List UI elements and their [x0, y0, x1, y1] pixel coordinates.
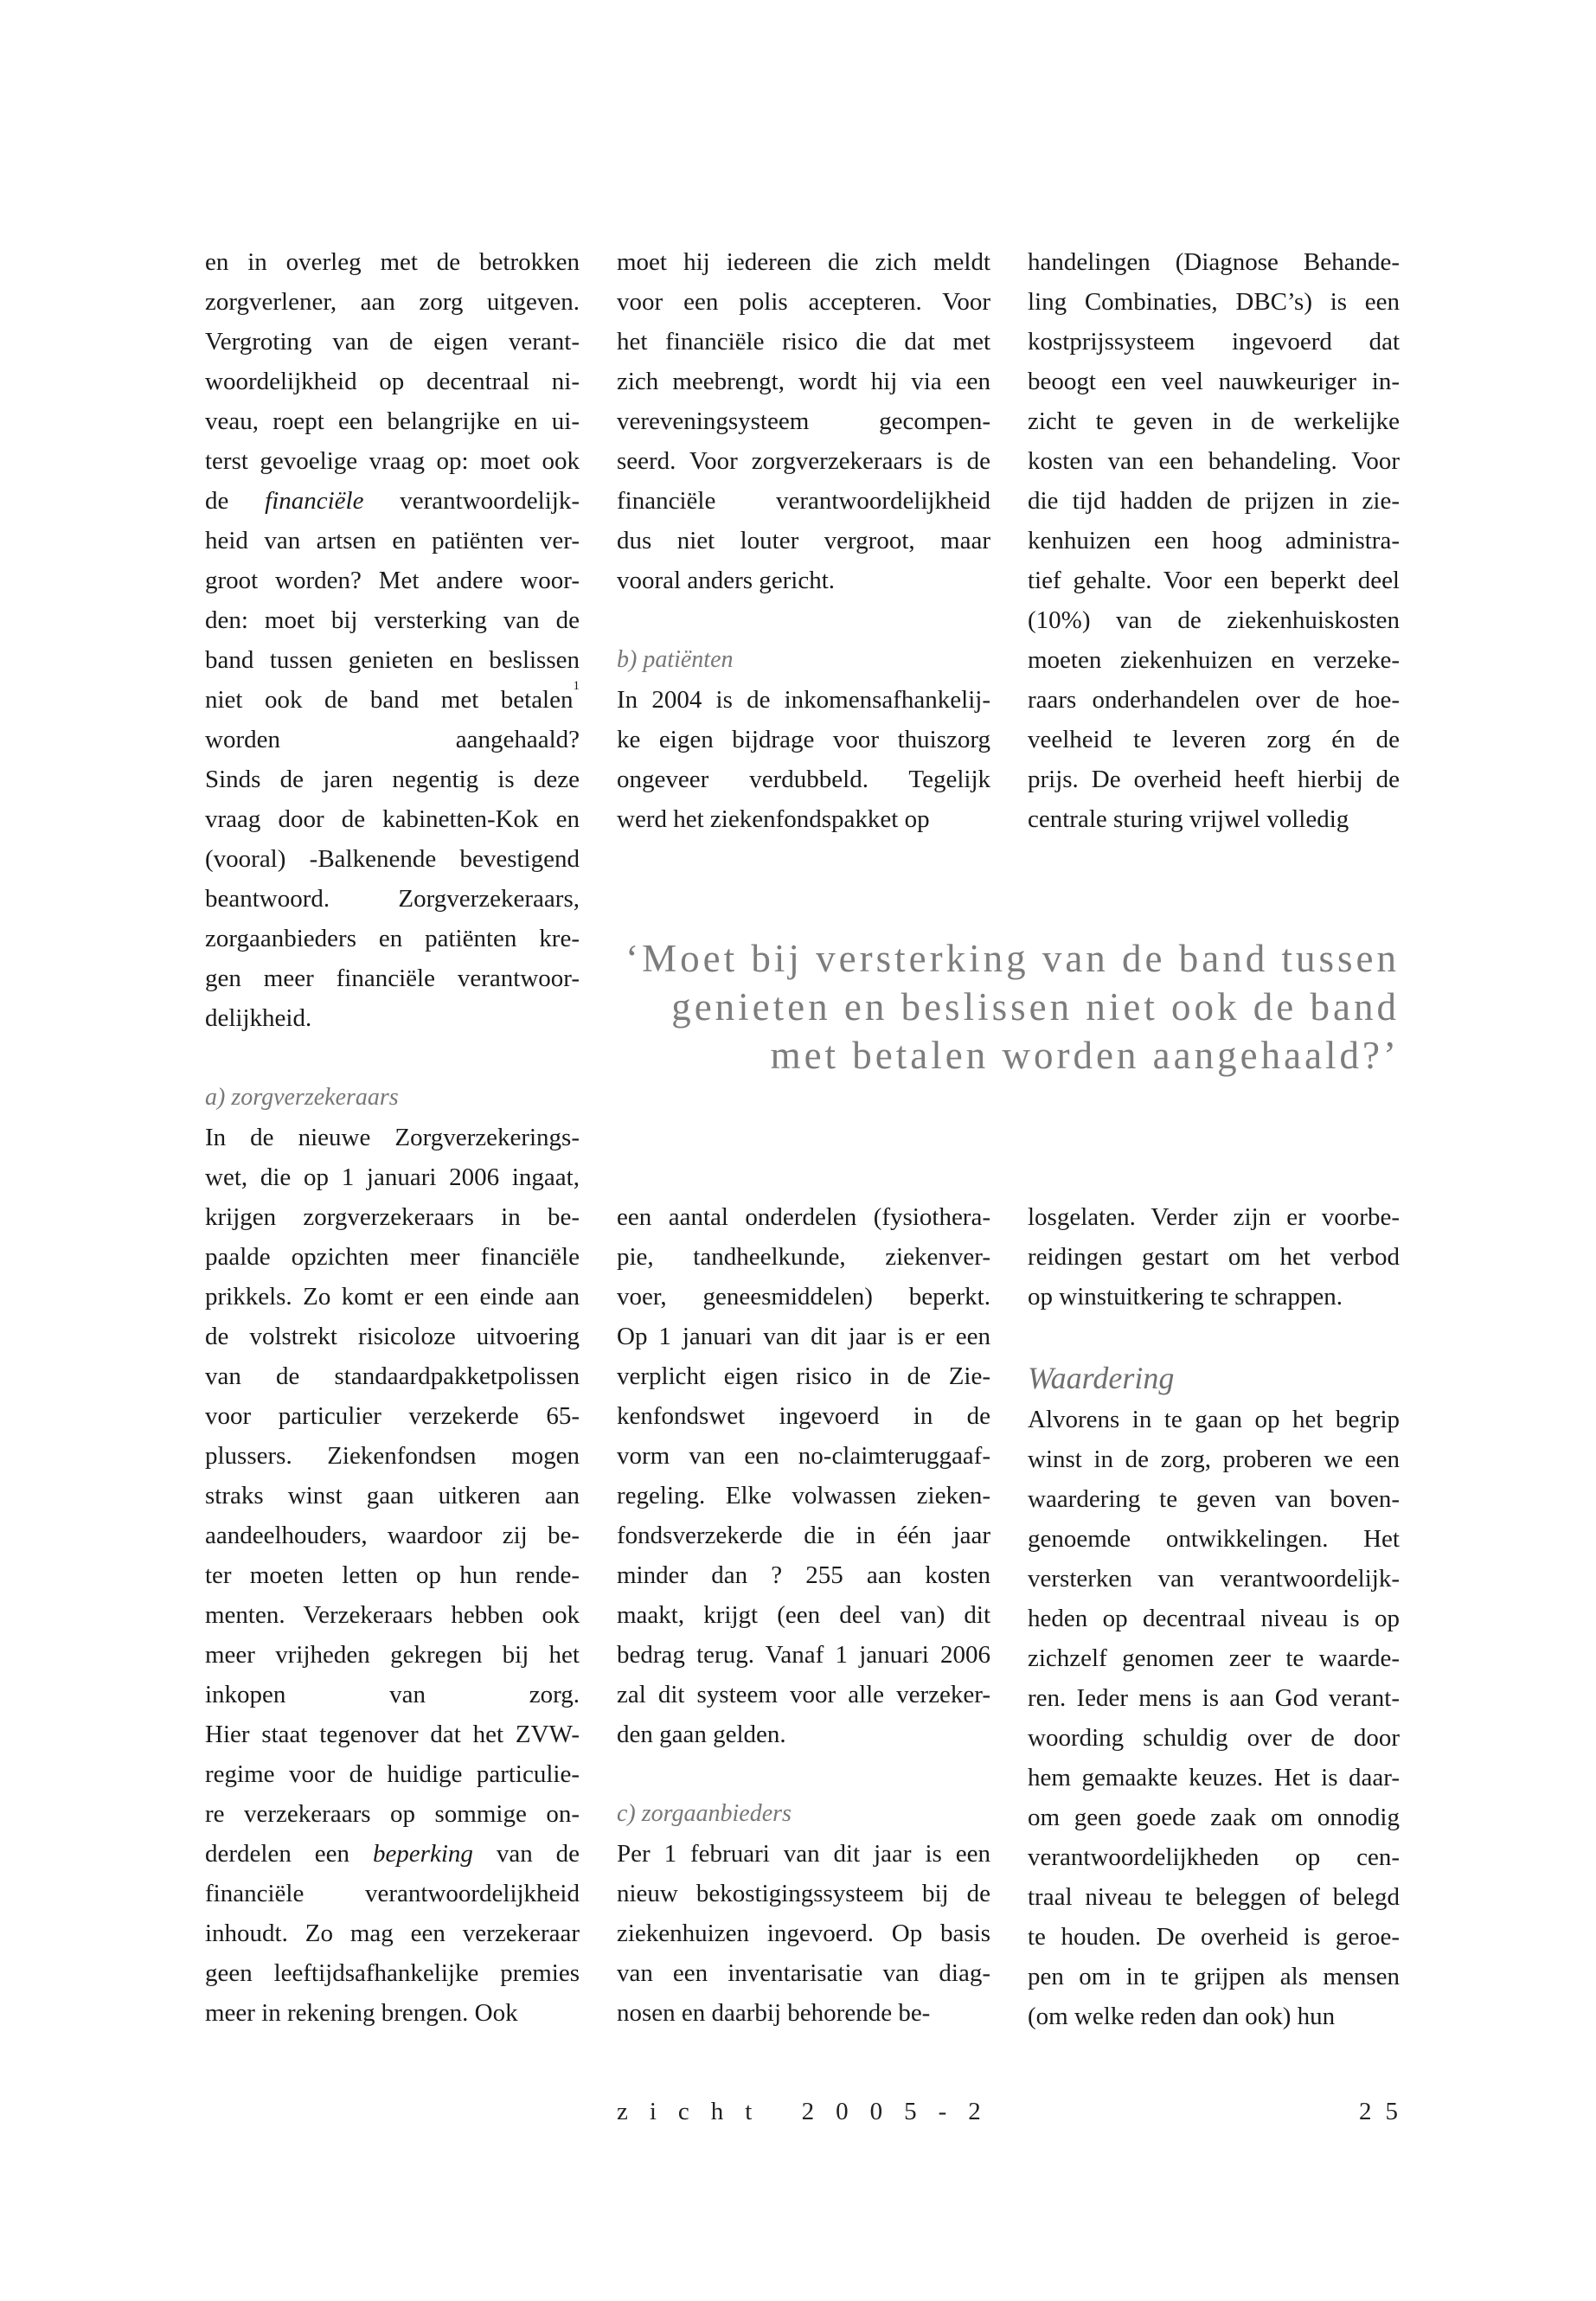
text-line: waardering te geven van boven-: [1028, 1485, 1400, 1513]
article-column-2-top: [617, 242, 990, 839]
text-line: de volstrekt risicoloze uitvoering: [205, 1323, 580, 1350]
text-line: beantwoord. Zorgverzekeraars,: [205, 885, 580, 913]
text-fragment: niet ook de band met betalen: [205, 686, 574, 714]
text-line: ter moeten letten op hun rende-: [205, 1561, 580, 1589]
text-line: zorgverlener, aan zorg uitgeven.: [205, 288, 580, 316]
text-line: te houden. De overheid is geroe-: [1028, 1923, 1400, 1951]
text-line: kenhuizen een hoog administra-: [1028, 527, 1400, 554]
text-line: zal dit systeem voor alle verzeker-: [617, 1681, 990, 1708]
text-line: winst in de zorg, proberen we een: [1028, 1445, 1400, 1473]
text-line: nieuw bekostigingssysteem bij de: [617, 1880, 990, 1907]
text-line: beoogt een veel nauwkeuriger in-: [1028, 368, 1400, 395]
text-line: vooral anders gericht.: [617, 567, 836, 594]
text-line: ling Combinaties, DBC’s) is een: [1028, 288, 1400, 316]
text-line: op winstuitkering te schrappen.: [1028, 1283, 1343, 1311]
text-line: (vooral) -Balkenende bevestigend: [205, 845, 580, 873]
text-line: handelingen (Diagnose Behande-: [1028, 248, 1400, 276]
text-line: kostprijssysteem ingevoerd dat: [1028, 328, 1400, 356]
pull-quote: [616, 934, 1400, 1080]
text-line: veau, roept een belangrijke en ui-: [205, 407, 580, 435]
text-line: aandeelhouders, waardoor zij be-: [205, 1522, 580, 1549]
text-line: zich meebrengt, wordt hij via een: [617, 368, 990, 395]
text-line: In 2004 is de inkomensafhankelij-: [617, 686, 990, 714]
text-line: terst gevoelige vraag op: moet ook: [205, 447, 580, 475]
text-line: verplicht eigen risico in de Zie-: [617, 1362, 990, 1390]
pull-quote-line: ‘Moet bij versterking van de band tussen: [625, 937, 1400, 980]
text-line: ziekenhuizen ingevoerd. Op basis: [617, 1920, 990, 1947]
text-line: ke eigen bijdrage voor thuiszorg: [617, 726, 990, 753]
text-line: kenfondswet ingevoerd in de: [617, 1402, 990, 1430]
text-line: [205, 1834, 580, 1874]
text-line: pie, tandheelkunde, ziekenver-: [617, 1243, 990, 1271]
text-line: heid van artsen en patiënten ver-: [205, 527, 580, 554]
text-line: [205, 680, 580, 720]
text-fragment: de: [205, 487, 266, 515]
text-line: moet hij iedereen die zich meldt: [617, 248, 990, 276]
text-line: inhoudt. Zo mag een verzekeraar: [205, 1920, 580, 1947]
text-line: den: moet bij versterking van de: [205, 606, 580, 634]
text-line: Per 1 februari van dit jaar is een: [617, 1840, 990, 1868]
text-line: Vergroting van de eigen verant-: [205, 328, 580, 356]
text-line: meer in rekening brengen. Ook: [205, 1999, 518, 2027]
text-line: pen om in te grijpen als mensen: [1028, 1963, 1400, 1990]
text-line: raars onderhandelen over de hoe-: [1028, 686, 1400, 714]
text-line: wet, die op 1 januari 2006 ingaat,: [205, 1163, 580, 1191]
text-line: prikkels. Zo komt er een einde aan: [205, 1283, 580, 1311]
text-line: Sinds de jaren negentig is deze: [205, 766, 580, 793]
pull-quote-line: genieten en beslissen niet ook de band: [671, 985, 1400, 1029]
text-line: paalde opzichten meer financiële: [205, 1243, 580, 1271]
article-column-3-top: [1028, 242, 1400, 839]
text-line: menten. Verzekeraars hebben ook: [205, 1601, 580, 1629]
text-line: ongeveer verdubbeld. Tegelijk: [617, 766, 990, 793]
subheading: a) zorgverzekeraars: [205, 1084, 399, 1111]
text-line: prijs. De overheid heeft hierbij de: [1028, 766, 1400, 793]
text-line: straks winst gaan uitkeren aan: [205, 1482, 580, 1509]
text-line: maakt, krijgt (een deel van) dit: [617, 1601, 990, 1629]
text-line: om geen goede zaak om onnodig: [1028, 1804, 1400, 1831]
text-line: Alvorens in te gaan op het begrip: [1028, 1406, 1400, 1433]
article-column-3-bottom: [1028, 1197, 1400, 2036]
subheading: b) patiënten: [617, 646, 734, 673]
pull-quote-line: met betalen worden aangehaald?’: [770, 1034, 1400, 1077]
text-line: kosten van een behandeling. Voor: [1028, 447, 1400, 475]
text-line: zicht te geven in de werkelijke: [1028, 407, 1400, 435]
text-line: Hier staat tegenover dat het ZVW-: [205, 1721, 580, 1748]
section-heading: Waardering: [1028, 1361, 1175, 1395]
text-line: fondsverzekerde die in één jaar: [617, 1522, 990, 1549]
text-line: reidingen gestart om het verbod: [1028, 1243, 1400, 1271]
text-line: [205, 481, 580, 521]
text-line: genoemde ontwikkelingen. Het: [1028, 1525, 1400, 1553]
text-line: zichzelf genomen zeer te waarde-: [1028, 1644, 1400, 1672]
text-line: meer vrijheden gekregen bij het: [205, 1641, 580, 1669]
emphasis-text: beperking: [372, 1840, 473, 1868]
paragraph-gap: [1028, 1317, 1400, 1356]
text-line: regeling. Elke volwassen zieken-: [617, 1482, 990, 1509]
paragraph-gap: [205, 1038, 580, 1078]
text-line: In de nieuwe Zorgverzekerings-: [205, 1124, 580, 1151]
text-line: van de standaardpakketpolissen: [205, 1362, 580, 1390]
text-line: versterken van verantwoordelijk-: [1028, 1565, 1400, 1593]
text-line: worden aangehaald?: [205, 726, 580, 753]
text-line: nosen en daarbij behorende be-: [617, 1999, 931, 2027]
text-line: en in overleg met de betrokken: [205, 248, 580, 276]
text-line: centrale sturing vrijwel volledig: [1028, 805, 1349, 833]
subheading: c) zorgaanbieders: [617, 1800, 792, 1827]
text-line: die tijd hadden de prijzen in zie-: [1028, 487, 1400, 515]
text-line: veelheid te leveren zorg én de: [1028, 726, 1400, 753]
text-fragment: derdelen een: [205, 1840, 373, 1868]
text-line: werd het ziekenfondspakket op: [617, 805, 930, 833]
text-line: hem gemaakte keuzes. Het is daar-: [1028, 1764, 1400, 1791]
paragraph-gap: [617, 1754, 990, 1794]
text-line: het financiële risico die dat met: [617, 328, 990, 356]
text-line: groot worden? Met andere woor-: [205, 567, 580, 594]
article-column-1: [205, 242, 580, 2033]
text-line: tief gehalte. Voor een beperkt deel: [1028, 567, 1400, 594]
text-line: delijkheid.: [205, 1004, 312, 1032]
text-line: inkopen van zorg.: [205, 1681, 580, 1708]
footnote-ref: 1: [573, 679, 580, 694]
text-line: losgelaten. Verder zijn er voorbe-: [1028, 1203, 1400, 1231]
text-line: den gaan gelden.: [617, 1721, 786, 1748]
text-line: bedrag terug. Vanaf 1 januari 2006: [617, 1641, 990, 1669]
text-line: voor particulier verzekerde 65-: [205, 1402, 580, 1430]
text-line: minder dan ? 255 aan kosten: [617, 1561, 990, 1589]
text-line: ren. Ieder mens is aan God verant-: [1028, 1684, 1400, 1712]
text-line: regime voor de huidige particulie-: [205, 1760, 580, 1788]
text-fragment: verantwoordelijk-: [363, 487, 580, 515]
text-line: woordelijkheid op decentraal ni-: [205, 368, 580, 395]
text-line: re verzekeraars op sommige on-: [205, 1800, 580, 1828]
text-line: financiële verantwoordelijkheid: [205, 1880, 580, 1907]
text-line: vereveningsysteem gecompen-: [617, 407, 990, 435]
text-line: van een inventarisatie van diag-: [617, 1959, 990, 1987]
text-line: financiële verantwoordelijkheid: [617, 487, 990, 515]
page-footer: [0, 2098, 1596, 2132]
text-line: heden op decentraal niveau is op: [1028, 1605, 1400, 1632]
text-line: (om welke reden dan ook) hun: [1028, 2003, 1336, 2030]
text-line: geen leeftijdsafhankelijke premies: [205, 1959, 580, 1987]
text-line: gen meer financiële verantwoor-: [205, 965, 580, 992]
article-column-2-bottom: [617, 1197, 990, 2033]
emphasis-text: financiële: [265, 487, 364, 515]
text-line: een aantal onderdelen (fysiothera-: [617, 1203, 990, 1231]
journal-issue: zicht 2005-2: [617, 2098, 1003, 2125]
text-line: voor een polis accepteren. Voor: [617, 288, 990, 316]
text-line: vraag door de kabinetten-Kok en: [205, 805, 580, 833]
text-line: zorgaanbieders en patiënten kre-: [205, 925, 580, 952]
text-line: plussers. Ziekenfondsen mogen: [205, 1442, 580, 1470]
text-line: moeten ziekenhuizen en verzeke-: [1028, 646, 1400, 674]
text-fragment: van de: [472, 1840, 580, 1868]
text-line: voer, geneesmiddelen) beperkt.: [617, 1283, 990, 1311]
text-line: verantwoordelijkheden op cen-: [1028, 1843, 1400, 1871]
text-line: krijgen zorgverzekeraars in be-: [205, 1203, 580, 1231]
text-line: Op 1 januari van dit jaar is er een: [617, 1323, 990, 1350]
text-line: dus niet louter vergroot, maar: [617, 527, 990, 554]
text-line: traal niveau te beleggen of belegd: [1028, 1883, 1400, 1911]
page-number: 25: [1359, 2098, 1412, 2125]
text-line: vorm van een no-claimteruggaaf-: [617, 1442, 990, 1470]
text-line: woording schuldig over de door: [1028, 1724, 1400, 1752]
text-line: band tussen genieten en beslissen: [205, 646, 580, 674]
text-line: (10%) van de ziekenhuiskosten: [1028, 606, 1400, 634]
paragraph-gap: [617, 600, 990, 640]
text-line: seerd. Voor zorgverzekeraars is de: [617, 447, 990, 475]
